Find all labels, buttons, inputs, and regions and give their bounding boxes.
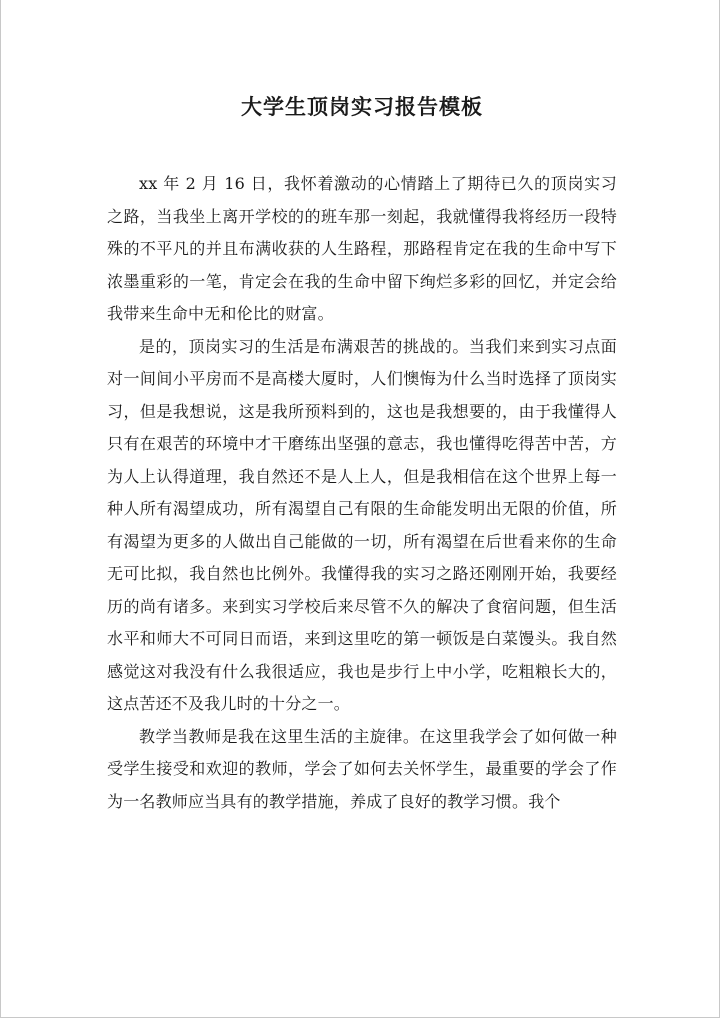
- paragraph: 是的，顶岗实习的生活是布满艰苦的挑战的。当我们来到实习点面对一间间小平房而不是高楼大厦时，人们懊悔为什么当时选择了顶岗实习，但是我想说，这是我所预料到的，这也是我想要的，由于我懂得人只有在艰苦的环境中才干磨练出坚强的意志，我也懂得吃得苦中苦，方为人上认得道理，我自然还不是人上人，但是我相信在这个世界上每一种人所有渴望成功，所有渴望自己有限的生命能发明出无限的价值，所有渴望为更多的人做出自己能做的一切，所有渴望在后世看来你的生命无可比拟，我自然也比例外。我懂得我的实习之路还刚刚开始，我要经历的尚有诸多。来到实习学校后来尽管不久的解决了食宿问题，但生活水平和师大不可同日而语，来到这里吃的第一顿饭是白菜馒头。我自然感觉这对我没有什么我很适应，我也是步行上中小学，吃粗粮长大的，这点苦还不及我儿时的十分之一。: [107, 336, 617, 713]
- paragraph: xx 年 2 月 16 日，我怀着激动的心情踏上了期待已久的顶岗实习之路，当我坐上离开学校的的班车那一刻起，我就懂得我将经历一段特殊的不平凡的并且布满收获的人生路程，那路程肯定在我的生命中写下浓墨重彩的一笔，肯定会在我的生命中留下绚烂多彩的回忆，并定会给我带来生命中无和伦比的财富。: [107, 174, 617, 323]
- document-body: [107, 168, 617, 818]
- paragraph: 教学当教师是我在这里生活的主旋律。在这里我学会了如何做一种受学生接受和欢迎的教师，学会了如何去关怀学生，最重要的学会了作为一名教师应当具有的教学措施，养成了良好的教学习惯。我个: [107, 726, 617, 811]
- document-title: 大学生顶岗实习报告模板: [241, 94, 483, 119]
